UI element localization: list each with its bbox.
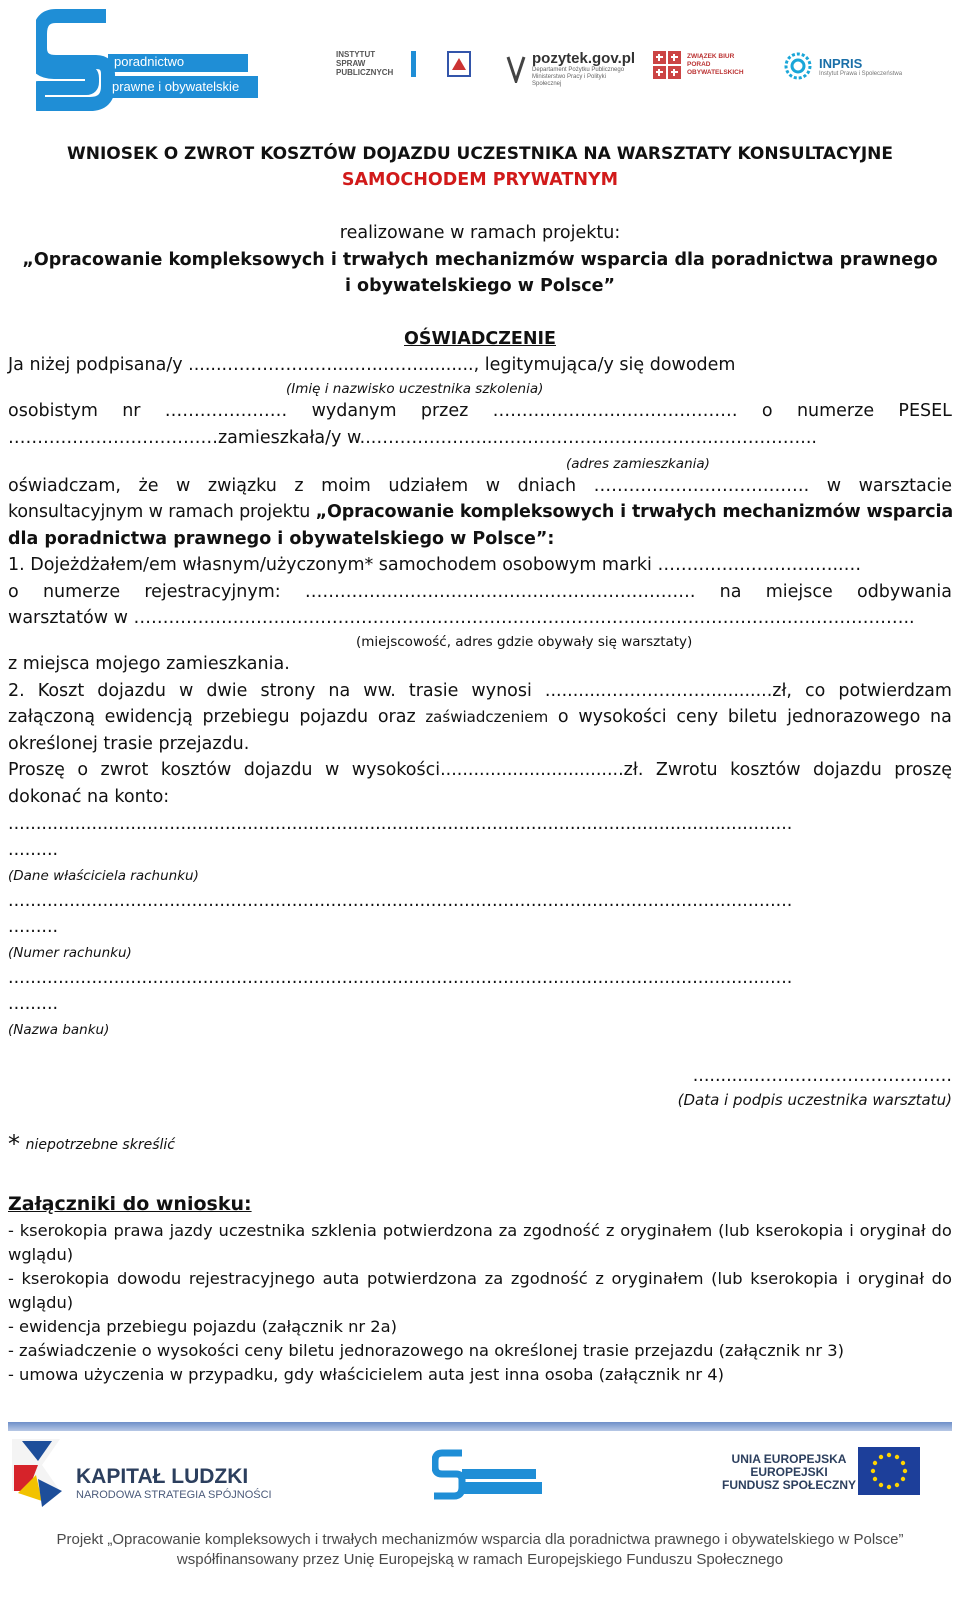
project-name-2: i obywatelskiego w Polsce”: [344, 276, 616, 296]
kapital-ludzki-flag-icon: [8, 1435, 68, 1525]
bank-label: (Nazwa banku): [8, 1022, 110, 1038]
pozytek-logo: pozytek.gov.pl Departament Pożytku Publicznego Ministerstwo Pracy i Polityki Społecznej: [505, 50, 635, 88]
oswiadczenie-heading: OŚWIADCZENIE: [404, 329, 556, 349]
number-field-dots[interactable]: .............................................................................................................................................: [8, 891, 793, 911]
signature-label: (Data i podpis uczestnika warsztatu): [677, 1091, 952, 1109]
project-name-1: „Opracowanie kompleksowych i trwałych mechanizmów wsparcia dla poradnictwa prawnego: [22, 250, 938, 270]
attachment-1: - kserokopia prawa jazdy uczestnika szklenia potwierdzona za zgodność z oryginałem (lub kserokopia i oryginał do: [8, 1221, 952, 1240]
kl-subtitle: NARODOWA STRATEGIA SPÓJNOŚCI: [76, 1489, 272, 1501]
line-account: dokonać na konto:: [8, 787, 170, 807]
number-label: (Numer rachunku): [8, 945, 132, 961]
footer-project: Projekt „Opracowanie kompleksowych i trwałych mechanizmów wsparcia dla poradnictwa prawnego i obywatelskiego w Polsce”: [56, 1531, 904, 1548]
footer-rule: [8, 1422, 952, 1431]
logo-text-1: poradnictwo: [114, 54, 185, 69]
footer: [0, 1431, 960, 1614]
attachment-3: - ewidencja przebiegu pojazdu (załącznik nr 2a): [8, 1317, 397, 1336]
attachments-title: Załączniki do wniosku:: [8, 1193, 252, 1215]
owner-label: (Dane właściciela rachunku): [8, 868, 199, 884]
isp-logo: INSTYTUT SPRAW PUBLICZNYCH: [336, 50, 416, 77]
poradnictwo-logo: [36, 8, 246, 112]
line-evidence: załączoną ewidencją przebiegu pojazdu oraz zaświadczeniem o wysokości ceny biletu jednorazowego na: [8, 707, 952, 727]
eu-text: UNIA EUROPEJSKA EUROPEJSKI FUNDUSZ SPOŁECZNY: [722, 1452, 857, 1492]
hint-address: (adres zamieszkania): [566, 456, 710, 472]
line-address: ………………………………zamieszkała/y w...………………...……………………...……….……………...: [8, 428, 817, 448]
line-declare: oświadczam, że w związku z moim udziałem w dniach ………………………………. w warsztacie: [8, 476, 952, 496]
line-name: Ja niżej podpisana/y .......………………....…..…….........., legitymująca/y się dowodem: [8, 355, 736, 375]
bank-field-dots[interactable]: .............................................................................................................................................: [8, 968, 793, 988]
zbpo-logo: ZWIĄZEK BIUR PORAD OBYWATELSKICH: [652, 50, 757, 80]
attachment-5: - umowa użyczenia w przypadku, gdy właścicielem auta jest inna osoba (załącznik nr 4): [8, 1365, 724, 1384]
owner-field-dots-2: .........: [8, 840, 59, 860]
pozytek-icon: [505, 55, 527, 83]
attachment-1b: wglądu): [8, 1245, 74, 1264]
header-logos: [0, 0, 960, 120]
asterisk: *: [8, 1130, 20, 1158]
ministry-logo-icon: [446, 50, 472, 84]
line-refund: Proszę o zwrot kosztów dojazdu w wysokości.................................zł. Zwrotu kosztów dojazdu proszę: [8, 760, 952, 780]
zbpo-icon: [652, 50, 682, 80]
line-cost: 2. Koszt dojazdu w dwie strony na ww. trasie wynosi ...........………………...........zł, co potwierdzam: [8, 681, 952, 701]
attachment-2b: wglądu): [8, 1293, 74, 1312]
line-project: konsultacyjnym w ramach projektu „Opracowanie kompleksowych i trwałych mechanizmów wsparcia: [8, 502, 954, 522]
line-id: osobistym nr ………………… wydanym przez …………………………………… o numerze PESEL: [8, 401, 952, 421]
hint-place: (miejscowość, adres gdzie obywały się warsztaty): [356, 634, 693, 650]
realized-text: realizowane w ramach projektu:: [339, 223, 621, 243]
inpris-icon: [782, 50, 814, 82]
bank-field-dots-2: .........: [8, 994, 59, 1014]
logo-text-2: prawne i obywatelskie: [112, 79, 240, 94]
line-project-2: dla poradnictwa prawnego i obywatelskiego w Polsce”:: [8, 529, 555, 549]
doc-subtitle: SAMOCHODEM PRYWATNYM: [341, 170, 619, 190]
line-car: 1. Dojeżdżałem/em własnym/użyczonym* samochodem osobowym marki …………………………..…: [8, 555, 862, 575]
doc-title: WNIOSEK O ZWROT KOSZTÓW DOJAZDU UCZESTNIKA NA WARSZTATY KONSULTACYJNE: [66, 144, 893, 164]
line-place: warsztatów w ……………………………………………………………………………………………………………………..: [8, 608, 915, 628]
line-registration: o numerze rejestracyjnym: …………………………………………………………. na miejsce odbywania: [8, 582, 952, 602]
inpris-logo: INPRIS Instytut Prawa i Społeczeństwa: [782, 50, 902, 82]
s-mark-small-icon: [432, 1449, 466, 1501]
owner-field-dots[interactable]: .............................................................................................................................................: [8, 814, 793, 834]
line-route: określonej trasie przejazdu.: [8, 734, 250, 754]
line-from-home: z miejsca mojego zamieszkania.: [8, 654, 290, 674]
eu-flag-icon: [858, 1447, 920, 1495]
footer-cofinanced: współfinansowany przez Unię Europejską w ramach Europejskiego Funduszu Społecznego: [176, 1551, 784, 1568]
number-field-dots-2: .........: [8, 917, 59, 937]
footnote: * niepotrzebne skreślić: [8, 1130, 175, 1158]
kl-title: KAPITAŁ LUDZKI: [76, 1465, 249, 1488]
attachment-2: - kserokopia dowodu rejestracyjnego auta potwierdzona za zgodność z oryginałem (lub kserokopia i oryginał do: [8, 1269, 952, 1288]
poradnictwo-footer-logo: [432, 1449, 542, 1505]
attachment-4: - zaświadczenie o wysokości ceny biletu jednorazowego na określonej trasie przejazdu (załącznik nr 3): [8, 1341, 844, 1360]
hint-name: (Imię i nazwisko uczestnika szkolenia): [286, 381, 544, 397]
signature-dots[interactable]: ...........…………………………….: [692, 1066, 952, 1086]
